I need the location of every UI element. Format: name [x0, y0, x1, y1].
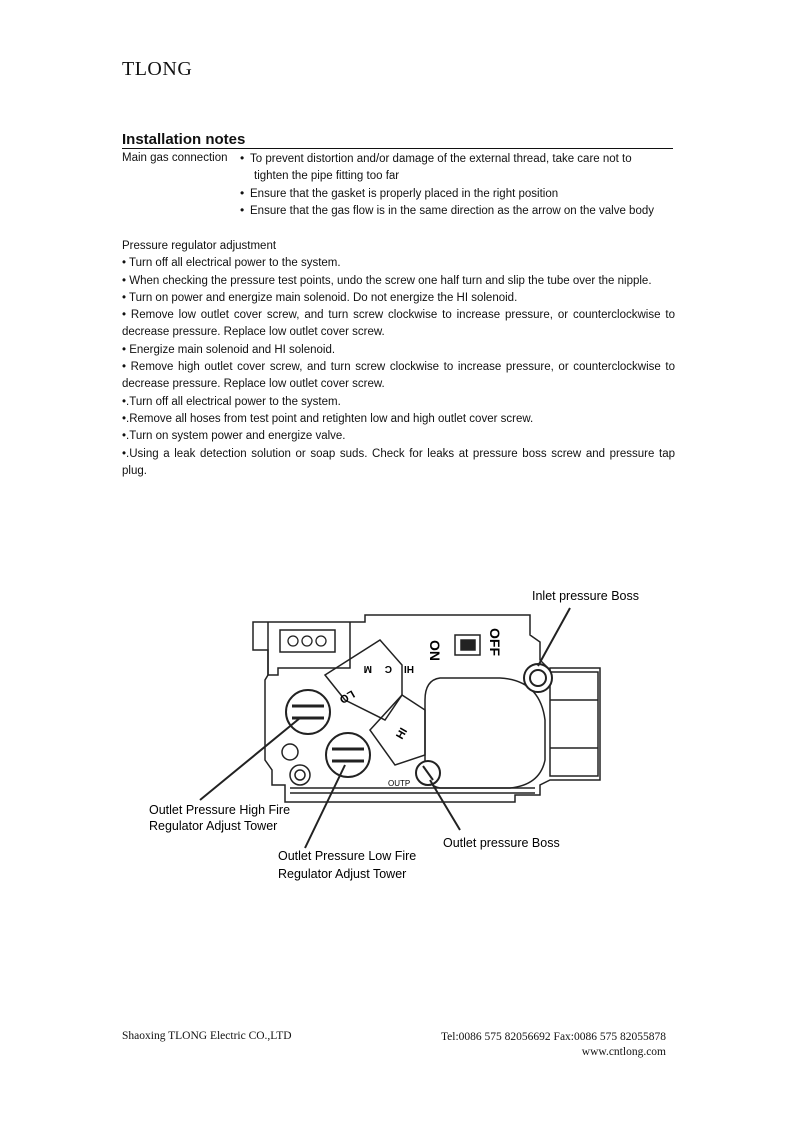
outlet-boss	[416, 761, 440, 785]
pressure-regulator-title: Pressure regulator adjustment	[122, 240, 277, 252]
high-fire-adjust-screw	[286, 690, 330, 734]
inlet-pressure-boss-label: Inlet pressure Boss	[532, 589, 639, 603]
low-fire-adjust-screw	[326, 733, 370, 777]
footer-website: www.cntlong.com	[581, 1046, 666, 1058]
terminal-m-text: M	[363, 663, 372, 674]
regulator-step: • Remove low outlet cover screw, and turn screw clockwise to increase pressure, or counterclockwise to decrease pressure. Replace low outlet cover screw.	[122, 309, 675, 339]
regulator-step: • When checking the pressure test points, undo the screw one half turn and slip the tube over the nipple.	[122, 274, 652, 287]
low-fire-tower-label: Outlet Pressure Low Fire	[278, 849, 417, 863]
regulator-step: •.Turn off all electrical power to the system.	[122, 395, 341, 408]
gas-valve-diagram	[140, 580, 680, 890]
footer-company: Shaoxing TLONG Electric CO.,LTD	[122, 1030, 292, 1042]
terminal-pins	[288, 636, 326, 646]
valve-outp-text: OUTP	[388, 779, 411, 788]
low-fire-tower-label-line2: Regulator Adjust Tower	[278, 867, 407, 881]
valve-hi-text: HI	[394, 725, 411, 742]
regulator-step: • Remove high outlet cover screw, and turn screw clockwise to increase pressure, or counterclockwise to decrease pressure. Replace low outlet cover screw.	[122, 361, 675, 391]
valve-off-text: OFF	[487, 628, 503, 656]
gas-connection-item	[240, 151, 680, 186]
footer-contact: Tel:0086 575 82056692 Fax:0086 575 82055878	[440, 1031, 666, 1043]
regulator-step: •.Turn on system power and energize valve.	[122, 430, 346, 443]
section-title: Installation notes	[122, 131, 673, 149]
regulator-step: • Turn on power and energize main solenoid. Do not energize the HI solenoid.	[122, 291, 518, 304]
regulator-step: • Turn off all electrical power to the system.	[122, 257, 341, 270]
inlet-boss	[524, 664, 552, 692]
high-fire-tower-label: Outlet Pressure High Fire	[149, 803, 291, 817]
regulator-step: •.Using a leak detection solution or soap suds. Check for leaks at pressure boss screw and pressure tap plug.	[122, 447, 675, 477]
pressure-regulator-section	[122, 238, 675, 480]
footer-contact-block	[441, 1030, 666, 1060]
gas-connection-list	[240, 151, 680, 220]
outlet-pressure-boss-label: Outlet pressure Boss	[443, 836, 560, 850]
high-fire-tower-label-line2: Regulator Adjust Tower	[149, 819, 278, 833]
gas-connection-label: Main gas connection	[122, 152, 228, 164]
valve-lo-text: LO	[337, 687, 357, 706]
terminal-hi-text: HI	[404, 663, 414, 674]
gas-connection-item-continuation: tighten the pipe fitting too far	[254, 170, 400, 183]
regulator-step: •.Remove all hoses from test point and retighten low and high outlet cover screw.	[122, 412, 534, 425]
gas-connection-item-text: Ensure that the gas flow is in the same direction as the arrow on the valve body	[250, 204, 654, 217]
gas-connection-item	[240, 203, 680, 220]
terminal-c-text: C	[384, 663, 392, 674]
gas-connection-item-text: To prevent distortion and/or damage of the external thread, take care not to	[250, 153, 632, 165]
valve-on-text: ON	[427, 640, 443, 661]
gas-connection-item	[240, 186, 680, 203]
small-bosses	[282, 744, 310, 785]
gas-connection-item-text: Ensure that the gasket is properly placed in the right position	[250, 187, 559, 200]
brand-name: TLONG	[122, 58, 193, 80]
regulator-step: • Energize main solenoid and HI solenoid.	[122, 343, 336, 356]
